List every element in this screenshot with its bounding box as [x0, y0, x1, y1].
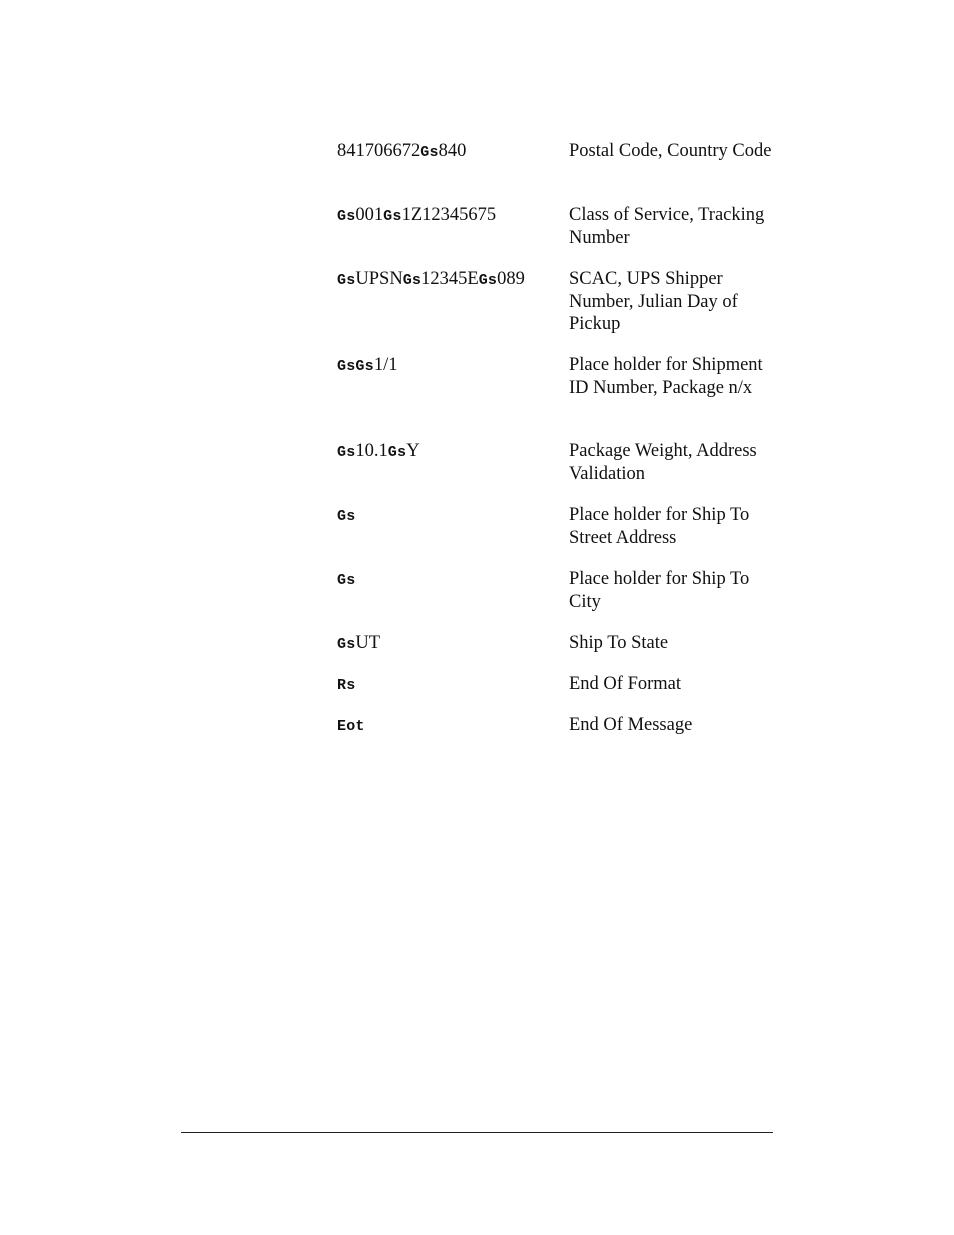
table-row: [337, 504, 777, 568]
control-code: Gs: [337, 508, 356, 525]
control-code: Gs: [337, 272, 356, 289]
code-text: 1Z12345675: [401, 205, 497, 225]
description-cell: End Of Message: [569, 715, 693, 735]
control-code: Gs: [402, 272, 422, 289]
code-cell: [337, 714, 569, 739]
control-code: Rs: [337, 677, 356, 694]
code-text: UT: [355, 633, 381, 653]
code-cell: [337, 632, 569, 657]
code-cell: [337, 568, 569, 593]
control-code: Gs: [337, 636, 356, 653]
code-text: 089: [497, 269, 525, 289]
table-row: [337, 268, 777, 354]
table-row: [337, 204, 777, 268]
control-code: Gs: [337, 208, 356, 225]
code-text: 12345E: [421, 269, 479, 289]
code-text: UPSN: [355, 269, 403, 289]
control-code: Gs: [337, 572, 356, 589]
control-code: Gs: [383, 208, 402, 225]
control-code: Gs: [387, 444, 407, 461]
description-cell: Package Weight, Address Validation: [569, 441, 757, 484]
code-text: Y: [406, 441, 420, 461]
description-cell: Postal Code, Country Code: [569, 141, 772, 161]
description-cell: Class of Service, Tracking Number: [569, 205, 765, 248]
description-cell: Place holder for Ship To City: [569, 569, 750, 612]
control-code: Eot: [337, 718, 365, 735]
code-cell: [337, 673, 569, 698]
code-cell: [337, 140, 569, 165]
control-code: Gs: [337, 444, 356, 461]
table-row: [337, 140, 777, 204]
control-code: Gs: [478, 272, 498, 289]
table-row: [337, 440, 777, 504]
code-cell: [337, 268, 569, 293]
code-cell: [337, 204, 569, 229]
footer-divider: [181, 1132, 773, 1133]
code-text: 001: [355, 205, 384, 225]
table-row: [337, 632, 777, 673]
code-cell: [337, 354, 569, 379]
code-text: 840: [438, 141, 467, 161]
table-row: [337, 354, 777, 440]
control-code: GsGs: [337, 358, 374, 375]
description-cell: Ship To State: [569, 633, 669, 653]
description-cell: Place holder for Shipment ID Number, Package n/x: [569, 355, 763, 398]
table-row: [337, 673, 777, 714]
control-code: Gs: [420, 144, 439, 161]
description-cell: End Of Format: [569, 674, 682, 694]
code-text: 841706672: [337, 141, 421, 161]
code-cell: [337, 440, 569, 465]
description-cell: Place holder for Ship To Street Address: [569, 505, 750, 548]
code-text: 10.1: [355, 441, 388, 461]
code-text: 1/1: [373, 355, 398, 375]
code-cell: [337, 504, 569, 529]
table-row: [337, 568, 777, 632]
description-cell: SCAC, UPS Shipper Number, Julian Day of Pickup: [569, 269, 738, 334]
table-row: [337, 714, 777, 755]
format-table: [337, 140, 777, 755]
